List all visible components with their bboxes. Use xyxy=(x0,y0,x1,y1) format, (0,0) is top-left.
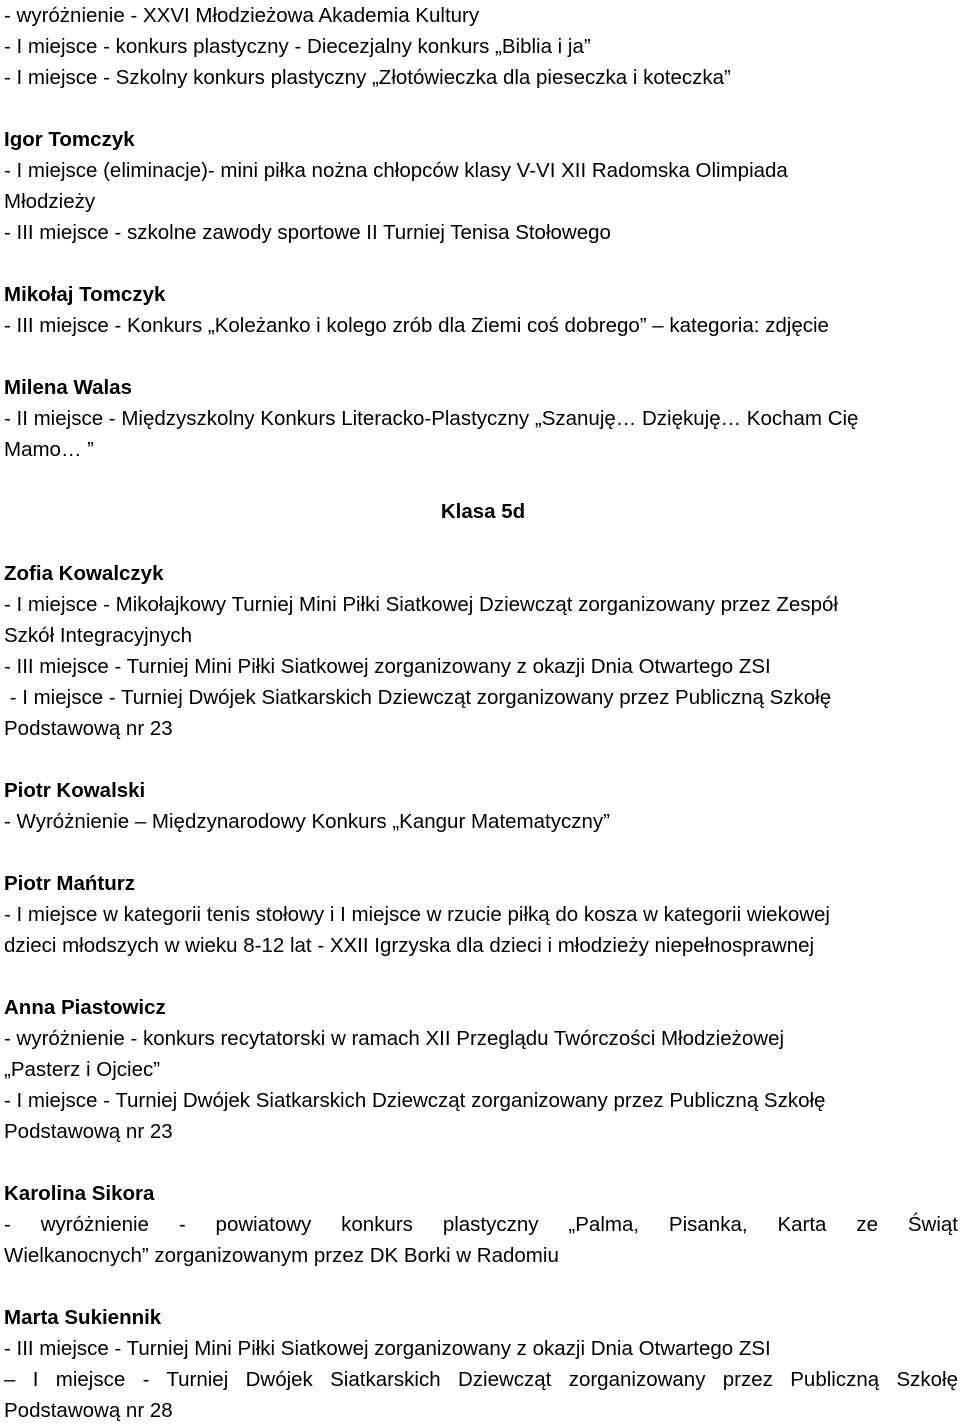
award-line: - wyróżnienie - XXVI Młodzieżowa Akademia Kultury xyxy=(4,4,480,27)
student-name: Milena Walas xyxy=(4,376,132,399)
student-name: Anna Piastowicz xyxy=(4,996,166,1019)
spacer xyxy=(4,248,958,279)
award-line: - III miejsce - Turniej Mini Piłki Siatkowej zorganizowany z okazji Dnia Otwartego ZSI xyxy=(4,655,771,678)
student-entry xyxy=(4,558,958,744)
student-name: Piotr Kowalski xyxy=(4,779,146,802)
award-line: - III miejsce - Konkurs „Koleżanko i kolego zrób dla Ziemi coś dobrego” – kategoria: zdjęcie xyxy=(4,314,829,337)
student-name: Zofia Kowalczyk xyxy=(4,562,164,585)
award-line: - wyróżnienie - powiatowy konkurs plastyczny „Palma, Pisanka, Karta ze Świąt xyxy=(4,1213,958,1236)
student-name: Marta Sukiennik xyxy=(4,1306,162,1329)
award-line: Szkół Integracyjnych xyxy=(4,624,193,647)
award-line: Podstawową nr 23 xyxy=(4,717,173,740)
spacer xyxy=(4,341,958,372)
previous-student-awards xyxy=(4,0,958,93)
award-line: - II miejsce - Międzyszkolny Konkurs Literacko-Plastyczny „Szanuję… Dziękuję… Kocham Cię xyxy=(4,407,859,430)
spacer xyxy=(4,527,958,558)
student-name: Mikołaj Tomczyk xyxy=(4,283,166,306)
award-line: - I miejsce - konkurs plastyczny - Diecezjalny konkurs „Biblia i ja” xyxy=(4,35,591,58)
award-line: dzieci młodszych w wieku 8-12 lat - XXII Igrzyska dla dzieci i młodzieży niepełnosprawnej xyxy=(4,934,815,957)
student-entry xyxy=(4,124,958,248)
award-line: - III miejsce - Turniej Mini Piłki Siatkowej zorganizowany z okazji Dnia Otwartego ZSI xyxy=(4,1337,771,1360)
award-line: - I miejsce - Mikołajkowy Turniej Mini Piłki Siatkowej Dziewcząt zorganizowany przez Zespół xyxy=(4,593,838,616)
student-name: Karolina Sikora xyxy=(4,1182,155,1205)
award-line: - III miejsce - szkolne zawody sportowe II Turniej Tenisa Stołowego xyxy=(4,221,611,244)
spacer xyxy=(4,837,958,868)
award-line: - I miejsce - Szkolny konkurs plastyczny „Złotówieczka dla pieseczka i koteczka” xyxy=(4,66,731,89)
spacer xyxy=(4,744,958,775)
class-heading: Klasa 5d xyxy=(440,500,526,523)
award-line: - I miejsce - Turniej Dwójek Siatkarskich Dziewcząt zorganizowany przez Publiczną Szkołę xyxy=(4,1089,826,1112)
spacer xyxy=(4,465,958,496)
student-name: Igor Tomczyk xyxy=(4,128,135,151)
spacer xyxy=(4,1147,958,1178)
award-line: Podstawową nr 28 xyxy=(4,1399,173,1422)
award-line: - wyróżnienie - konkurs recytatorski w ramach XII Przeglądu Twórczości Młodzieżowej xyxy=(4,1027,785,1050)
award-line: - I miejsce (eliminacje)- mini piłka nożna chłopców klasy V-VI XII Radomska Olimpiada xyxy=(4,159,788,182)
spacer xyxy=(4,961,958,992)
document-page xyxy=(4,0,958,1426)
student-entry xyxy=(4,1178,958,1271)
award-line: - I miejsce - Turniej Dwójek Siatkarskich Dziewcząt zorganizowany przez Publiczną Szkołę xyxy=(4,686,832,709)
award-line: Mamo… ” xyxy=(4,438,94,461)
award-line: Wielkanocnych” zorganizowanym przez DK Borki w Radomiu xyxy=(4,1244,559,1267)
award-line: – I miejsce - Turniej Dwójek Siatkarskich Dziewcząt zorganizowany przez Publiczną Szkołę xyxy=(4,1368,958,1391)
student-name: Piotr Mańturz xyxy=(4,872,135,895)
student-entry xyxy=(4,775,958,837)
award-line: - I miejsce w kategorii tenis stołowy i I miejsce w rzucie piłką do kosza w kategorii wiekowej xyxy=(4,903,830,926)
award-line: Młodzieży xyxy=(4,190,96,213)
award-line: „Pasterz i Ojciec” xyxy=(4,1058,161,1081)
spacer xyxy=(4,93,958,124)
student-entry xyxy=(4,279,958,341)
award-line: Podstawową nr 23 xyxy=(4,1120,173,1143)
student-entry xyxy=(4,868,958,961)
student-entry xyxy=(4,1302,958,1426)
award-line: - Wyróżnienie – Międzynarodowy Konkurs „Kangur Matematyczny” xyxy=(4,810,610,833)
student-entry xyxy=(4,992,958,1147)
spacer xyxy=(4,1271,958,1302)
student-entry xyxy=(4,372,958,465)
